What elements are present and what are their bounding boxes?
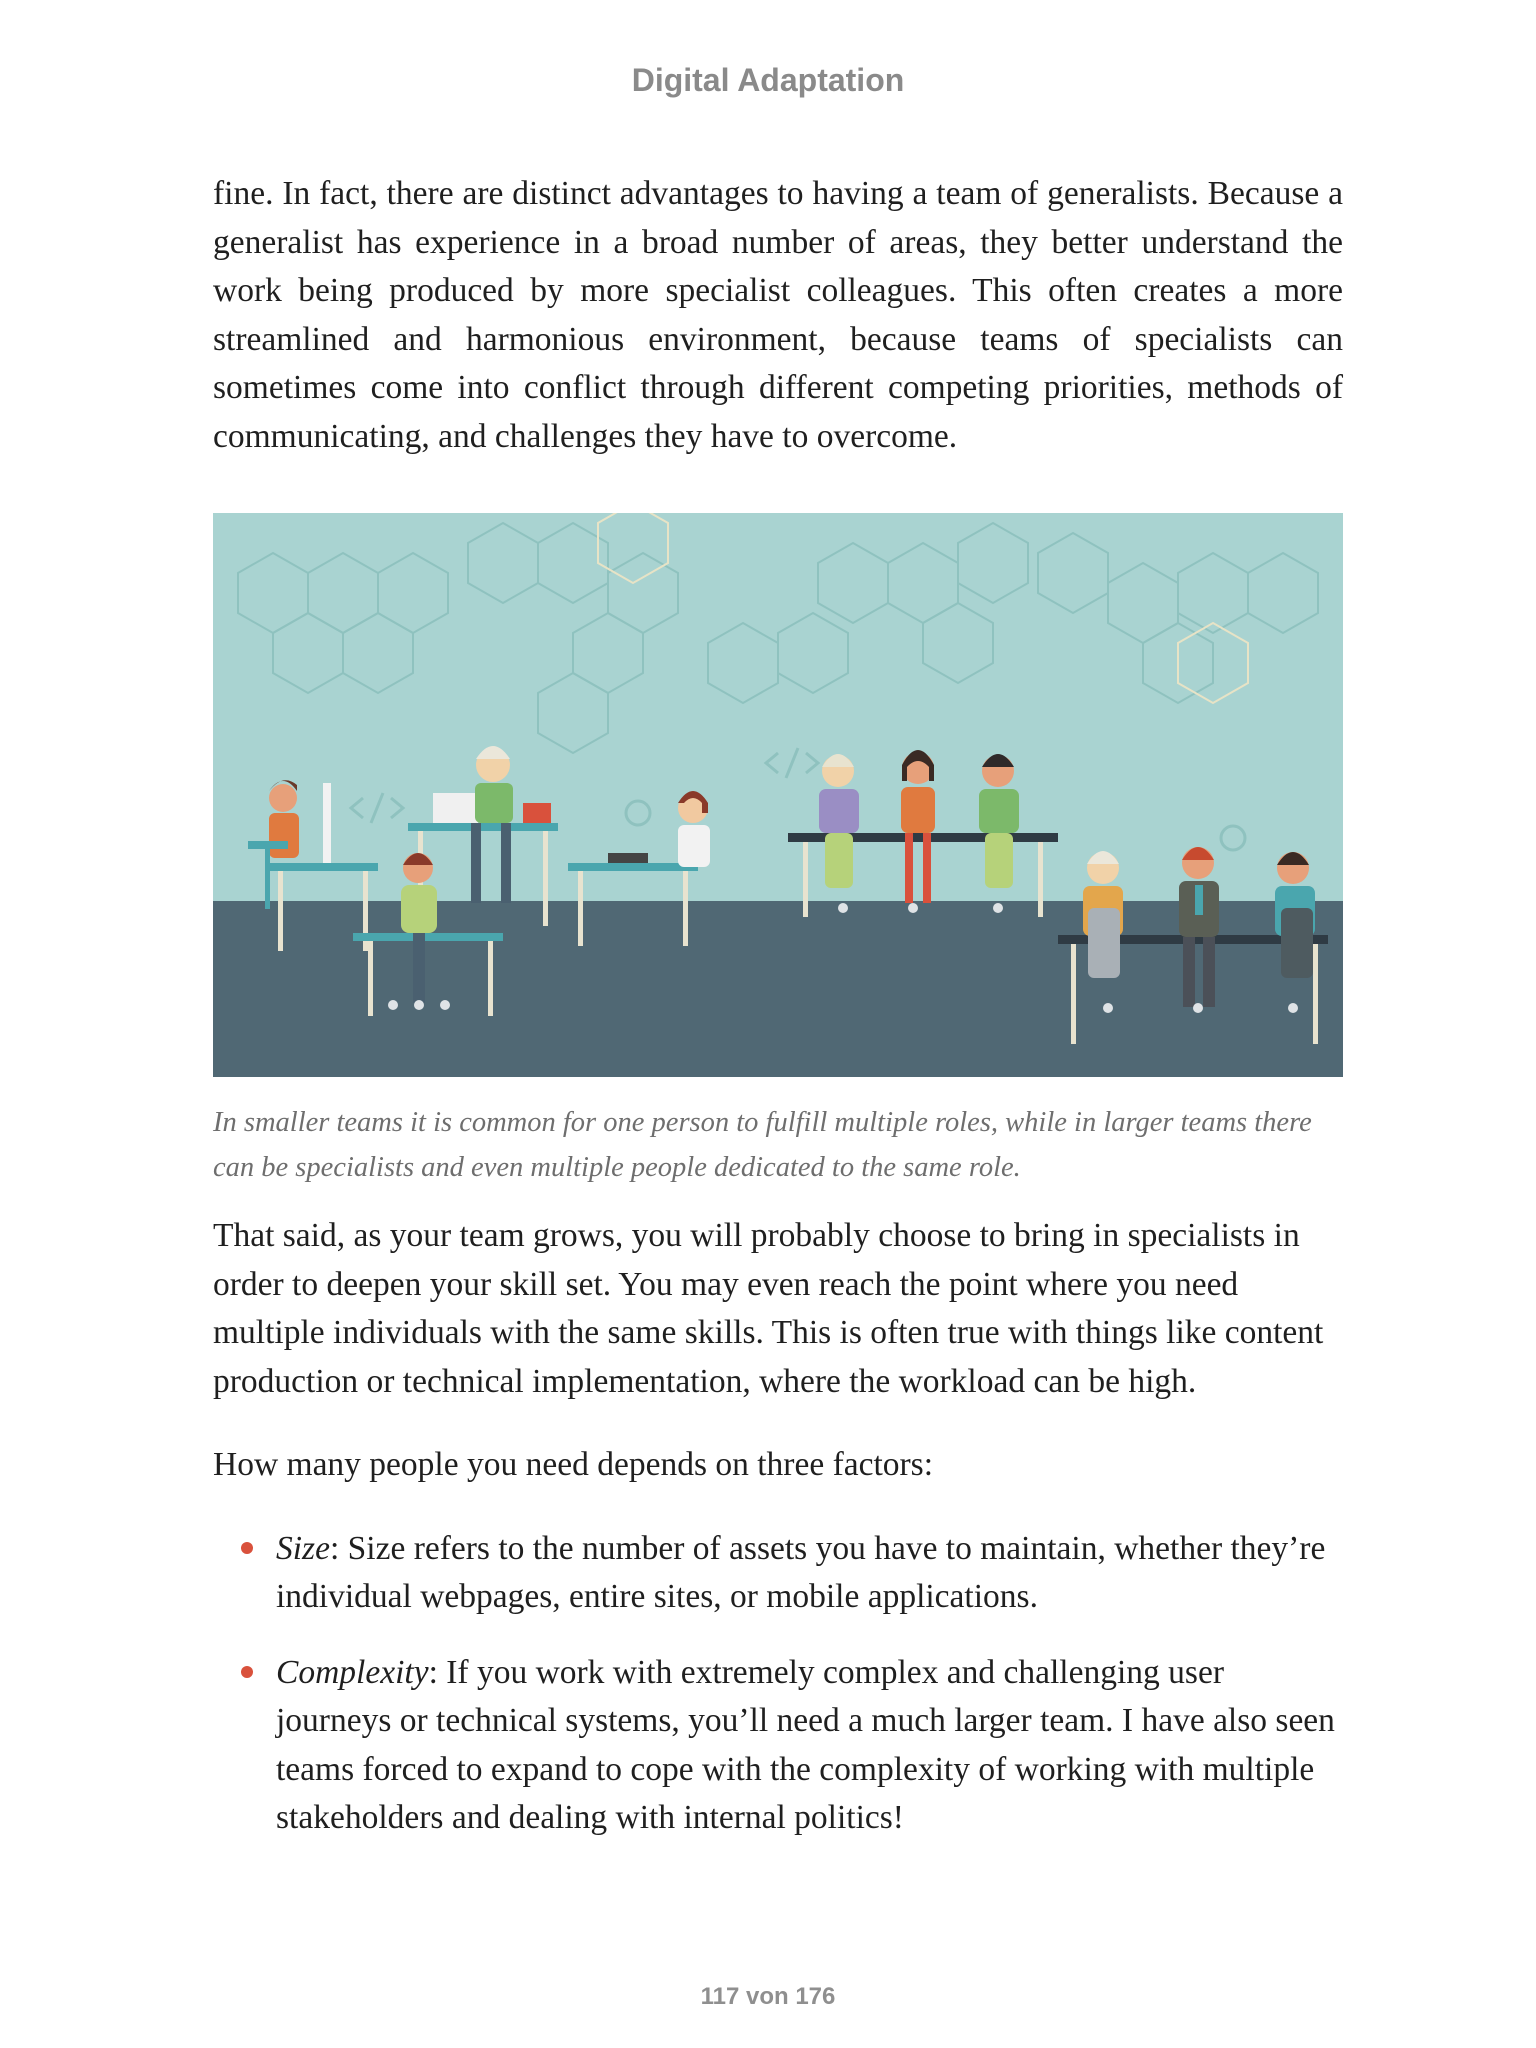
paragraph-generalists: fine. In fact, there are distinct advantages to having a team of generalists. Because a generalist has experience in a broad number of areas, they better understand the work being produced by more specialist colleagues. This often creates a more streamlined and harmonious environment, because teams of specialists can sometimes come into conflict through different competing priorities, methods of communicating, and challenges they have to overcome.	[213, 175, 1343, 455]
factor-description: : If you work with extremely complex and challenging user journeys or technical systems, you’ll need a much larger team. I have also seen teams forced to expand to cope with the complexity of working with multiple stakeholders and dealing with internal politics!	[276, 1653, 1335, 1836]
list-item	[213, 1649, 1343, 1843]
page-content	[213, 170, 1343, 1870]
factors-list	[213, 1525, 1343, 1843]
bullet-icon	[241, 1666, 253, 1678]
factor-term: Complexity	[276, 1653, 429, 1691]
paragraph-factors-intro: How many people you need depends on three factors:	[213, 1446, 934, 1483]
figure-caption: In smaller teams it is common for one person to fulfill multiple roles, while in larger teams there can be specialists and even multiple people dedicated to the same role.	[213, 1107, 1312, 1183]
factor-description: : Size refers to the number of assets you have to maintain, whether they’re individual webpages, entire sites, or mobile applications.	[276, 1529, 1326, 1615]
team-illustration	[213, 513, 1343, 1077]
paragraph-specialists: That said, as your team grows, you will probably choose to bring in specialists in order to deepen your skill set. You may even reach the point where you need multiple individuals with the same skills. This is often true with things like content production or technical implementation, where the workload can be high.	[213, 1217, 1324, 1400]
bullet-icon	[241, 1542, 253, 1554]
factor-term: Size	[276, 1529, 330, 1567]
book-title-header: Digital Adaptation	[631, 62, 905, 98]
page-indicator: 117 von 176	[700, 1983, 836, 2010]
list-item	[213, 1525, 1343, 1622]
